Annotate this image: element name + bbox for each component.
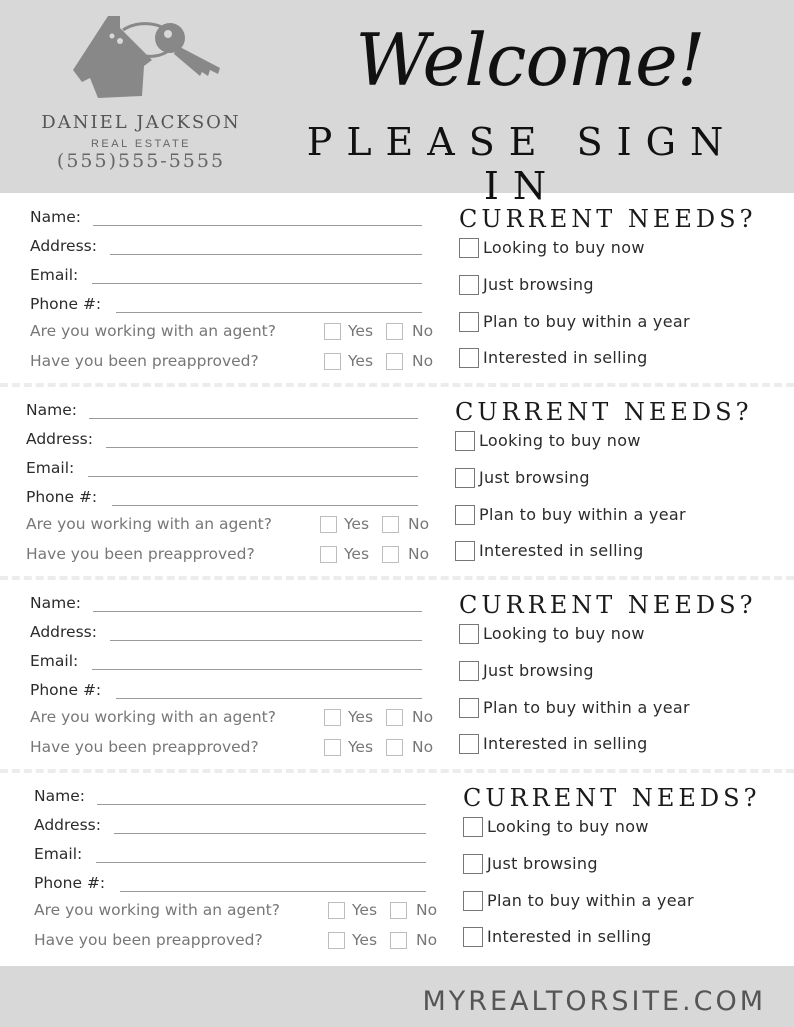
phone-field[interactable] bbox=[120, 891, 426, 892]
email-label: Email: bbox=[34, 845, 83, 863]
need-label: Looking to buy now bbox=[483, 238, 645, 257]
address-field[interactable] bbox=[106, 447, 418, 448]
address-field[interactable] bbox=[110, 640, 422, 641]
need-label: Plan to buy within a year bbox=[483, 312, 690, 331]
yes-label: Yes bbox=[344, 545, 370, 563]
sign-in-entry bbox=[0, 386, 790, 579]
need-label: Plan to buy within a year bbox=[479, 505, 686, 524]
need-label: Interested in selling bbox=[487, 927, 652, 946]
preapproved-no-checkbox[interactable] bbox=[386, 353, 403, 370]
name-field[interactable] bbox=[93, 611, 422, 612]
no-label: No bbox=[412, 738, 434, 756]
agent-no-checkbox[interactable] bbox=[386, 323, 403, 340]
current-needs-title: CURRENT NEEDS? bbox=[459, 205, 757, 233]
yes-label: Yes bbox=[352, 901, 378, 919]
yes-label: Yes bbox=[348, 352, 374, 370]
preapproved-no-checkbox[interactable] bbox=[386, 739, 403, 756]
need-checkbox[interactable] bbox=[459, 698, 479, 718]
no-label: No bbox=[412, 322, 434, 340]
phone-label: Phone #: bbox=[34, 874, 106, 892]
need-checkbox[interactable] bbox=[463, 854, 483, 874]
email-field[interactable] bbox=[92, 283, 422, 284]
agent-question-label: Are you working with an agent? bbox=[30, 322, 276, 340]
no-label: No bbox=[408, 545, 430, 563]
footer-band bbox=[0, 966, 794, 1027]
phone-label: Phone #: bbox=[30, 681, 102, 699]
agent-no-checkbox[interactable] bbox=[386, 709, 403, 726]
sign-in-heading: PLEASE SIGN IN bbox=[306, 120, 738, 208]
need-label: Just browsing bbox=[483, 661, 594, 680]
need-label: Just browsing bbox=[483, 275, 594, 294]
address-field[interactable] bbox=[114, 833, 426, 834]
need-checkbox[interactable] bbox=[459, 275, 479, 295]
sign-in-entry bbox=[4, 772, 794, 965]
sign-in-entry bbox=[0, 579, 794, 772]
preapproved-question-label: Have you been preapproved? bbox=[30, 352, 259, 370]
phone-label: Phone #: bbox=[26, 488, 98, 506]
name-label: Name: bbox=[26, 401, 77, 419]
no-label: No bbox=[416, 901, 438, 919]
address-label: Address: bbox=[30, 237, 97, 255]
email-field[interactable] bbox=[92, 669, 422, 670]
email-field[interactable] bbox=[88, 476, 418, 477]
address-label: Address: bbox=[30, 623, 97, 641]
need-label: Interested in selling bbox=[483, 734, 648, 753]
name-field[interactable] bbox=[93, 225, 422, 226]
email-label: Email: bbox=[30, 652, 79, 670]
name-label: Name: bbox=[30, 594, 81, 612]
need-label: Just browsing bbox=[487, 854, 598, 873]
house-key-logo-icon bbox=[68, 12, 228, 104]
agent-name: DANIEL JACKSON bbox=[41, 112, 241, 133]
preapproved-yes-checkbox[interactable] bbox=[320, 546, 337, 563]
no-label: No bbox=[408, 515, 430, 533]
sign-in-entry bbox=[0, 193, 794, 386]
welcome-heading: Welcome! bbox=[355, 18, 705, 102]
agent-yes-checkbox[interactable] bbox=[324, 709, 341, 726]
agent-yes-checkbox[interactable] bbox=[320, 516, 337, 533]
need-label: Plan to buy within a year bbox=[483, 698, 690, 717]
need-label: Looking to buy now bbox=[483, 624, 645, 643]
no-label: No bbox=[412, 352, 434, 370]
need-checkbox[interactable] bbox=[459, 238, 479, 258]
need-checkbox[interactable] bbox=[455, 431, 475, 451]
phone-label: Phone #: bbox=[30, 295, 102, 313]
agent-phone: (555)555-5555 bbox=[56, 150, 226, 172]
need-checkbox[interactable] bbox=[459, 734, 479, 754]
yes-label: Yes bbox=[352, 931, 378, 949]
yes-label: Yes bbox=[348, 738, 374, 756]
agent-question-label: Are you working with an agent? bbox=[30, 708, 276, 726]
need-checkbox[interactable] bbox=[459, 661, 479, 681]
email-label: Email: bbox=[30, 266, 79, 284]
current-needs-title: CURRENT NEEDS? bbox=[463, 784, 761, 812]
name-label: Name: bbox=[30, 208, 81, 226]
no-label: No bbox=[412, 708, 434, 726]
email-label: Email: bbox=[26, 459, 75, 477]
need-checkbox[interactable] bbox=[455, 505, 475, 525]
yes-label: Yes bbox=[344, 515, 370, 533]
need-label: Looking to buy now bbox=[487, 817, 649, 836]
current-needs-title: CURRENT NEEDS? bbox=[459, 591, 757, 619]
need-label: Interested in selling bbox=[479, 541, 644, 560]
agent-yes-checkbox[interactable] bbox=[324, 323, 341, 340]
phone-field[interactable] bbox=[116, 312, 422, 313]
agent-question-label: Are you working with an agent? bbox=[34, 901, 280, 919]
preapproved-yes-checkbox[interactable] bbox=[324, 353, 341, 370]
phone-field[interactable] bbox=[116, 698, 422, 699]
header-band bbox=[0, 0, 794, 208]
address-label: Address: bbox=[26, 430, 93, 448]
name-label: Name: bbox=[34, 787, 85, 805]
need-checkbox[interactable] bbox=[459, 624, 479, 644]
agent-yes-checkbox[interactable] bbox=[328, 902, 345, 919]
need-checkbox[interactable] bbox=[455, 468, 475, 488]
current-needs-title: CURRENT NEEDS? bbox=[455, 398, 753, 426]
phone-field[interactable] bbox=[112, 505, 418, 506]
website-url: MYREALTORSITE.COM bbox=[422, 986, 766, 1017]
preapproved-no-checkbox[interactable] bbox=[382, 546, 399, 563]
need-checkbox[interactable] bbox=[455, 541, 475, 561]
need-label: Plan to buy within a year bbox=[487, 891, 694, 910]
agent-no-checkbox[interactable] bbox=[382, 516, 399, 533]
address-field[interactable] bbox=[110, 254, 422, 255]
name-field[interactable] bbox=[89, 418, 418, 419]
need-label: Looking to buy now bbox=[479, 431, 641, 450]
preapproved-yes-checkbox[interactable] bbox=[328, 932, 345, 949]
name-field[interactable] bbox=[97, 804, 426, 805]
need-checkbox[interactable] bbox=[463, 817, 483, 837]
address-label: Address: bbox=[34, 816, 101, 834]
preapproved-no-checkbox[interactable] bbox=[390, 932, 407, 949]
no-label: No bbox=[416, 931, 438, 949]
need-checkbox[interactable] bbox=[459, 312, 479, 332]
agent-no-checkbox[interactable] bbox=[390, 902, 407, 919]
yes-label: Yes bbox=[348, 322, 374, 340]
need-checkbox[interactable] bbox=[463, 891, 483, 911]
preapproved-question-label: Have you been preapproved? bbox=[34, 931, 263, 949]
need-label: Just browsing bbox=[479, 468, 590, 487]
agent-subtitle: REAL ESTATE bbox=[90, 138, 192, 150]
need-checkbox[interactable] bbox=[459, 348, 479, 368]
need-checkbox[interactable] bbox=[463, 927, 483, 947]
yes-label: Yes bbox=[348, 708, 374, 726]
need-label: Interested in selling bbox=[483, 348, 648, 367]
agent-question-label: Are you working with an agent? bbox=[26, 515, 272, 533]
preapproved-yes-checkbox[interactable] bbox=[324, 739, 341, 756]
preapproved-question-label: Have you been preapproved? bbox=[30, 738, 259, 756]
email-field[interactable] bbox=[96, 862, 426, 863]
preapproved-question-label: Have you been preapproved? bbox=[26, 545, 255, 563]
